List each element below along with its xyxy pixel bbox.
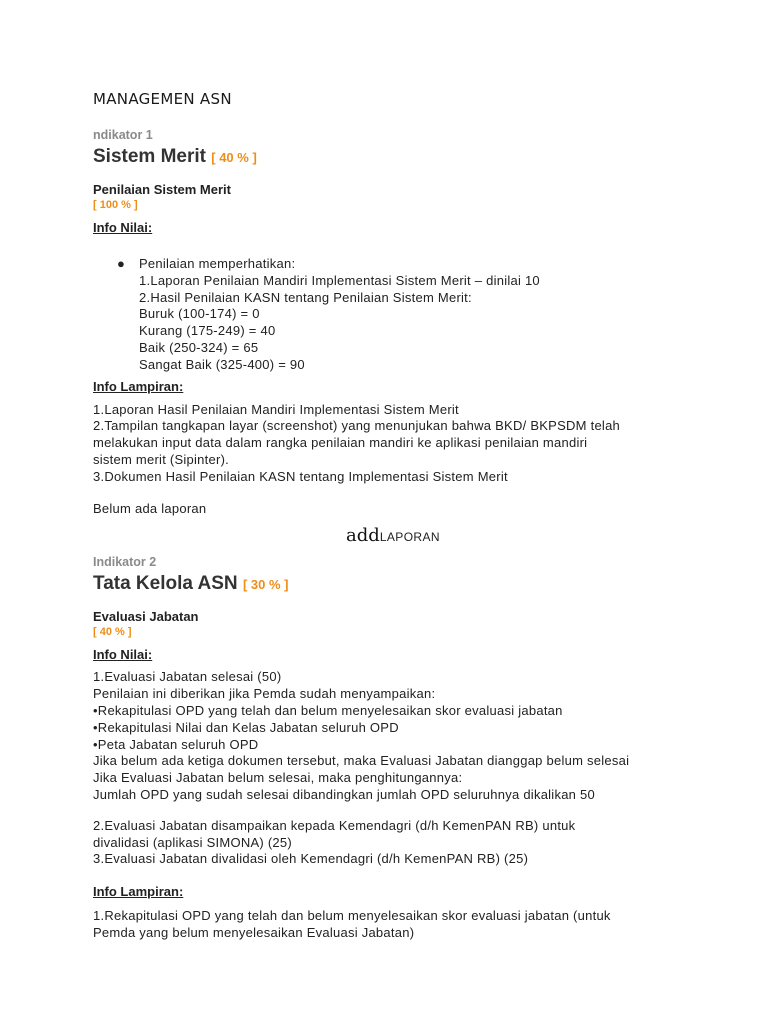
indikator-2-title-text: Tata Kelola ASN bbox=[93, 573, 238, 595]
indikator-1-info-nilai-list bbox=[93, 256, 693, 374]
indikator-1-sub-title: Penilaian Sistem Merit bbox=[93, 182, 231, 197]
indikator-2-section bbox=[93, 555, 693, 941]
indikator-2-label: Indikator 2 bbox=[93, 555, 157, 570]
indikator-1-info-lampiran-heading: Info Lampiran: bbox=[93, 378, 184, 394]
indikator-2-sub-weight: [ 40 % ] bbox=[93, 626, 132, 639]
info-nilai-line: 1.Evaluasi Jabatan selesai (50) bbox=[93, 669, 282, 685]
indikator-2-sub-title: Evaluasi Jabatan bbox=[93, 609, 199, 625]
indikator-2-info-nilai-block bbox=[93, 669, 693, 803]
info-nilai-line: divalidasi (aplikasi SIMONA) (25) bbox=[93, 834, 292, 850]
indikator-1-weight: [ 40 % ] bbox=[211, 150, 257, 165]
info-lampiran-line: 1.Rekapitulasi OPD yang telah dan belum menyelesaikan skor evaluasi jabatan (untuk bbox=[93, 908, 611, 924]
indikator-1-section bbox=[93, 128, 693, 551]
indikator-2-info-lampiran-list bbox=[93, 908, 693, 942]
indikator-2-info-nilai-heading: Info Nilai: bbox=[93, 647, 153, 663]
indikator-1-info-nilai-heading: Info Nilai: bbox=[93, 220, 153, 235]
indikator-1-info-lampiran-list bbox=[93, 402, 693, 486]
indikator-1-sub-weight: [ 100 % ] bbox=[93, 199, 138, 211]
indikator-1-title-text: Sistem Merit bbox=[93, 146, 206, 167]
info-nilai-line: Jumlah OPD yang sudah selesai dibandingkan jumlah OPD seluruhnya dikalikan 50 bbox=[93, 786, 595, 802]
add-laporan-label: LAPORAN bbox=[379, 530, 440, 545]
info-nilai-line: 3.Evaluasi Jabatan divalidasi oleh Kemendagri (d/h KemenPAN RB) (25) bbox=[93, 851, 529, 867]
info-nilai-line: Sangat Baik (325-400) = 90 bbox=[139, 356, 305, 372]
info-nilai-line: •Rekapitulasi Nilai dan Kelas Jabatan seluruh OPD bbox=[93, 719, 399, 735]
info-nilai-line: •Rekapitulasi OPD yang telah dan belum menyelesaikan skor evaluasi jabatan bbox=[93, 702, 563, 718]
info-lampiran-line: 2.Tampilan tangkapan layar (screenshot) yang menunjukan bahwa BKD/ BKPSDM telah bbox=[93, 418, 621, 434]
info-lampiran-line: sistem merit (Sipinter). bbox=[93, 451, 230, 467]
indikator-2-info-lampiran-heading: Info Lampiran: bbox=[93, 884, 184, 900]
indikator-1-title bbox=[93, 146, 693, 168]
info-nilai-line: 1.Laporan Penilaian Mandiri Implementasi Sistem Merit – dinilai 10 bbox=[139, 272, 540, 288]
info-nilai-line: •Peta Jabatan seluruh OPD bbox=[93, 736, 259, 752]
report-status: Belum ada laporan bbox=[93, 500, 207, 516]
info-nilai-line: 2.Evaluasi Jabatan disampaikan kepada Kemendagri (d/h KemenPAN RB) untuk bbox=[93, 817, 576, 833]
indikator-2-weight: [ 30 % ] bbox=[242, 577, 289, 593]
info-nilai-line: 2.Hasil Penilaian KASN tentang Penilaian Sistem Merit: bbox=[139, 289, 472, 305]
info-nilai-line: Buruk (100-174) = 0 bbox=[139, 306, 260, 322]
info-nilai-line: Penilaian ini diberikan jika Pemda sudah menyampaikan: bbox=[93, 686, 436, 702]
document-title: MANAGEMEN ASN bbox=[93, 90, 232, 108]
info-lampiran-line: Pemda yang belum menyelesaikan Evaluasi Jabatan) bbox=[93, 924, 415, 940]
indikator-1-label: ndikator 1 bbox=[93, 128, 153, 142]
document-page bbox=[93, 90, 693, 942]
info-nilai-line: Penilaian memperhatikan: bbox=[139, 256, 296, 271]
info-nilai-line: Jika Evaluasi Jabatan belum selesai, maka penghitungannya: bbox=[93, 770, 463, 786]
indikator-2-info-nilai-block-2 bbox=[93, 818, 693, 868]
info-nilai-line: Kurang (175-249) = 40 bbox=[139, 323, 276, 339]
info-lampiran-line: 3.Dokumen Hasil Penilaian KASN tentang Implementasi Sistem Merit bbox=[93, 468, 508, 484]
bullet-dot-icon: ● bbox=[117, 256, 125, 271]
info-nilai-line: Baik (250-324) = 65 bbox=[139, 339, 259, 355]
indikator-2-title bbox=[93, 573, 693, 595]
info-lampiran-line: 1.Laporan Hasil Penilaian Mandiri Implementasi Sistem Merit bbox=[93, 401, 459, 417]
info-nilai-line: Jika belum ada ketiga dokumen tersebut, maka Evaluasi Jabatan dianggap belum selesai bbox=[93, 753, 630, 769]
info-lampiran-line: melakukan input data dalam rangka penilaian mandiri ke aplikasi penilaian mandiri bbox=[93, 435, 588, 451]
add-laporan-word: add bbox=[346, 525, 380, 547]
add-laporan-button[interactable] bbox=[93, 525, 693, 551]
